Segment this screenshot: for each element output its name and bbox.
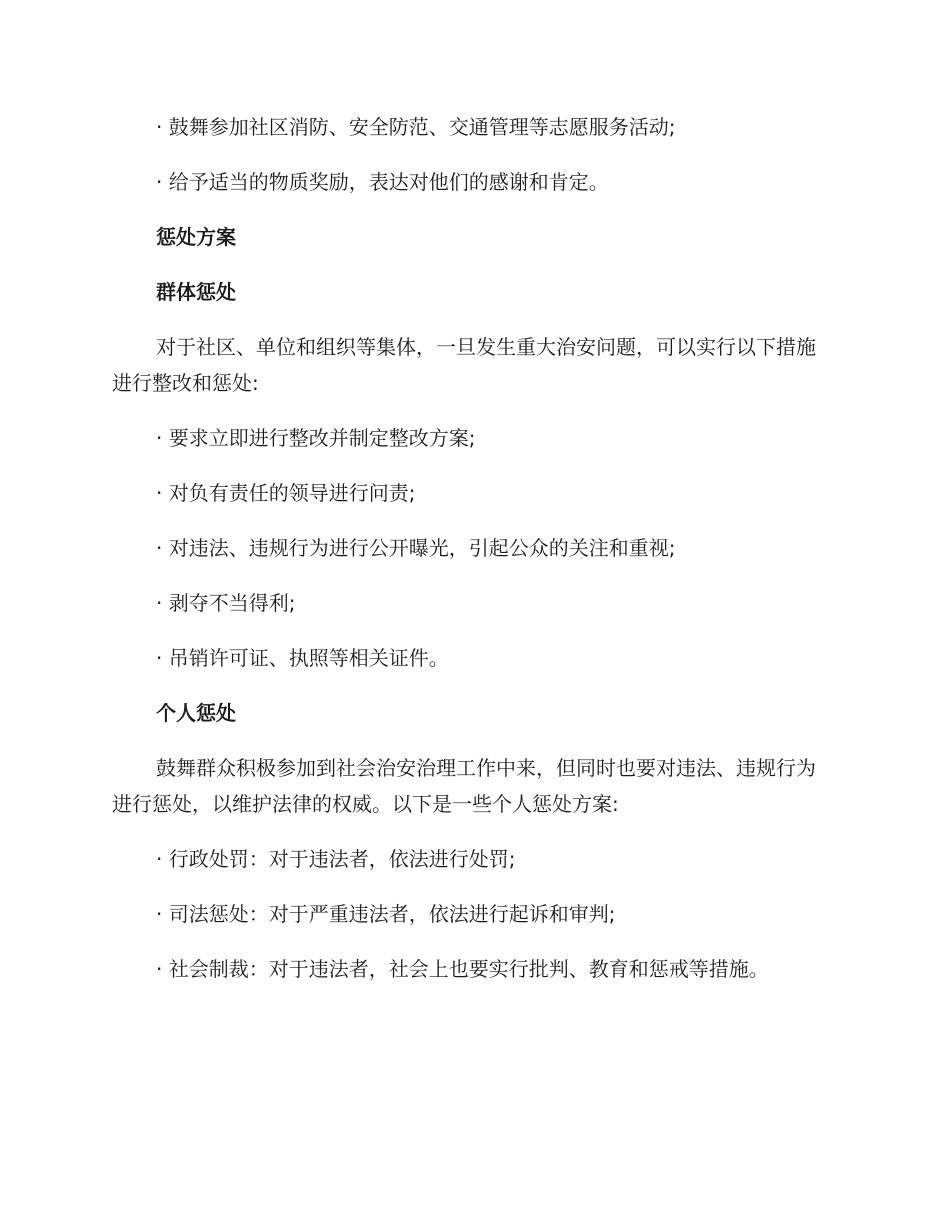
list-item: · 剥夺不当得利;	[156, 591, 296, 615]
section-heading-punishment: 惩处方案	[156, 225, 236, 249]
list-item: · 对违法、违规行为进行公开曝光，引起公众的关注和重视;	[156, 536, 676, 560]
list-item: · 对负有责任的领导进行问责;	[156, 481, 416, 505]
document-body	[112, 109, 832, 1006]
list-item: · 吊销许可证、执照等相关证件。	[156, 646, 449, 670]
list-item: · 行政处罚：对于违法者，依法进行处罚;	[156, 847, 516, 871]
list-item: · 鼓舞参加社区消防、安全防范、交通管理等志愿服务活动;	[156, 115, 676, 139]
list-item: · 要求立即进行整改并制定整改方案;	[156, 426, 476, 450]
subsection-heading-individual: 个人惩处	[156, 701, 236, 725]
paragraph-group: 对于社区、单位和组织等集体，一旦发生重大治安问题，可以实行以下措施进行整改和惩处:	[112, 335, 816, 395]
list-item: · 社会制裁：对于违法者，社会上也要实行批判、教育和惩戒等措施。	[156, 957, 769, 981]
subsection-heading-group: 群体惩处	[156, 280, 236, 304]
paragraph-individual: 鼓舞群众积极参加到社会治安治理工作中来，但同时也要对违法、违规行为进行惩处，以维护法律的权威。以下是一些个人惩处方案:	[112, 756, 816, 816]
list-item: · 给予适当的物质奖励，表达对他们的感谢和肯定。	[156, 170, 609, 194]
list-item: · 司法惩处：对于严重违法者，依法进行起诉和审判;	[156, 902, 616, 926]
